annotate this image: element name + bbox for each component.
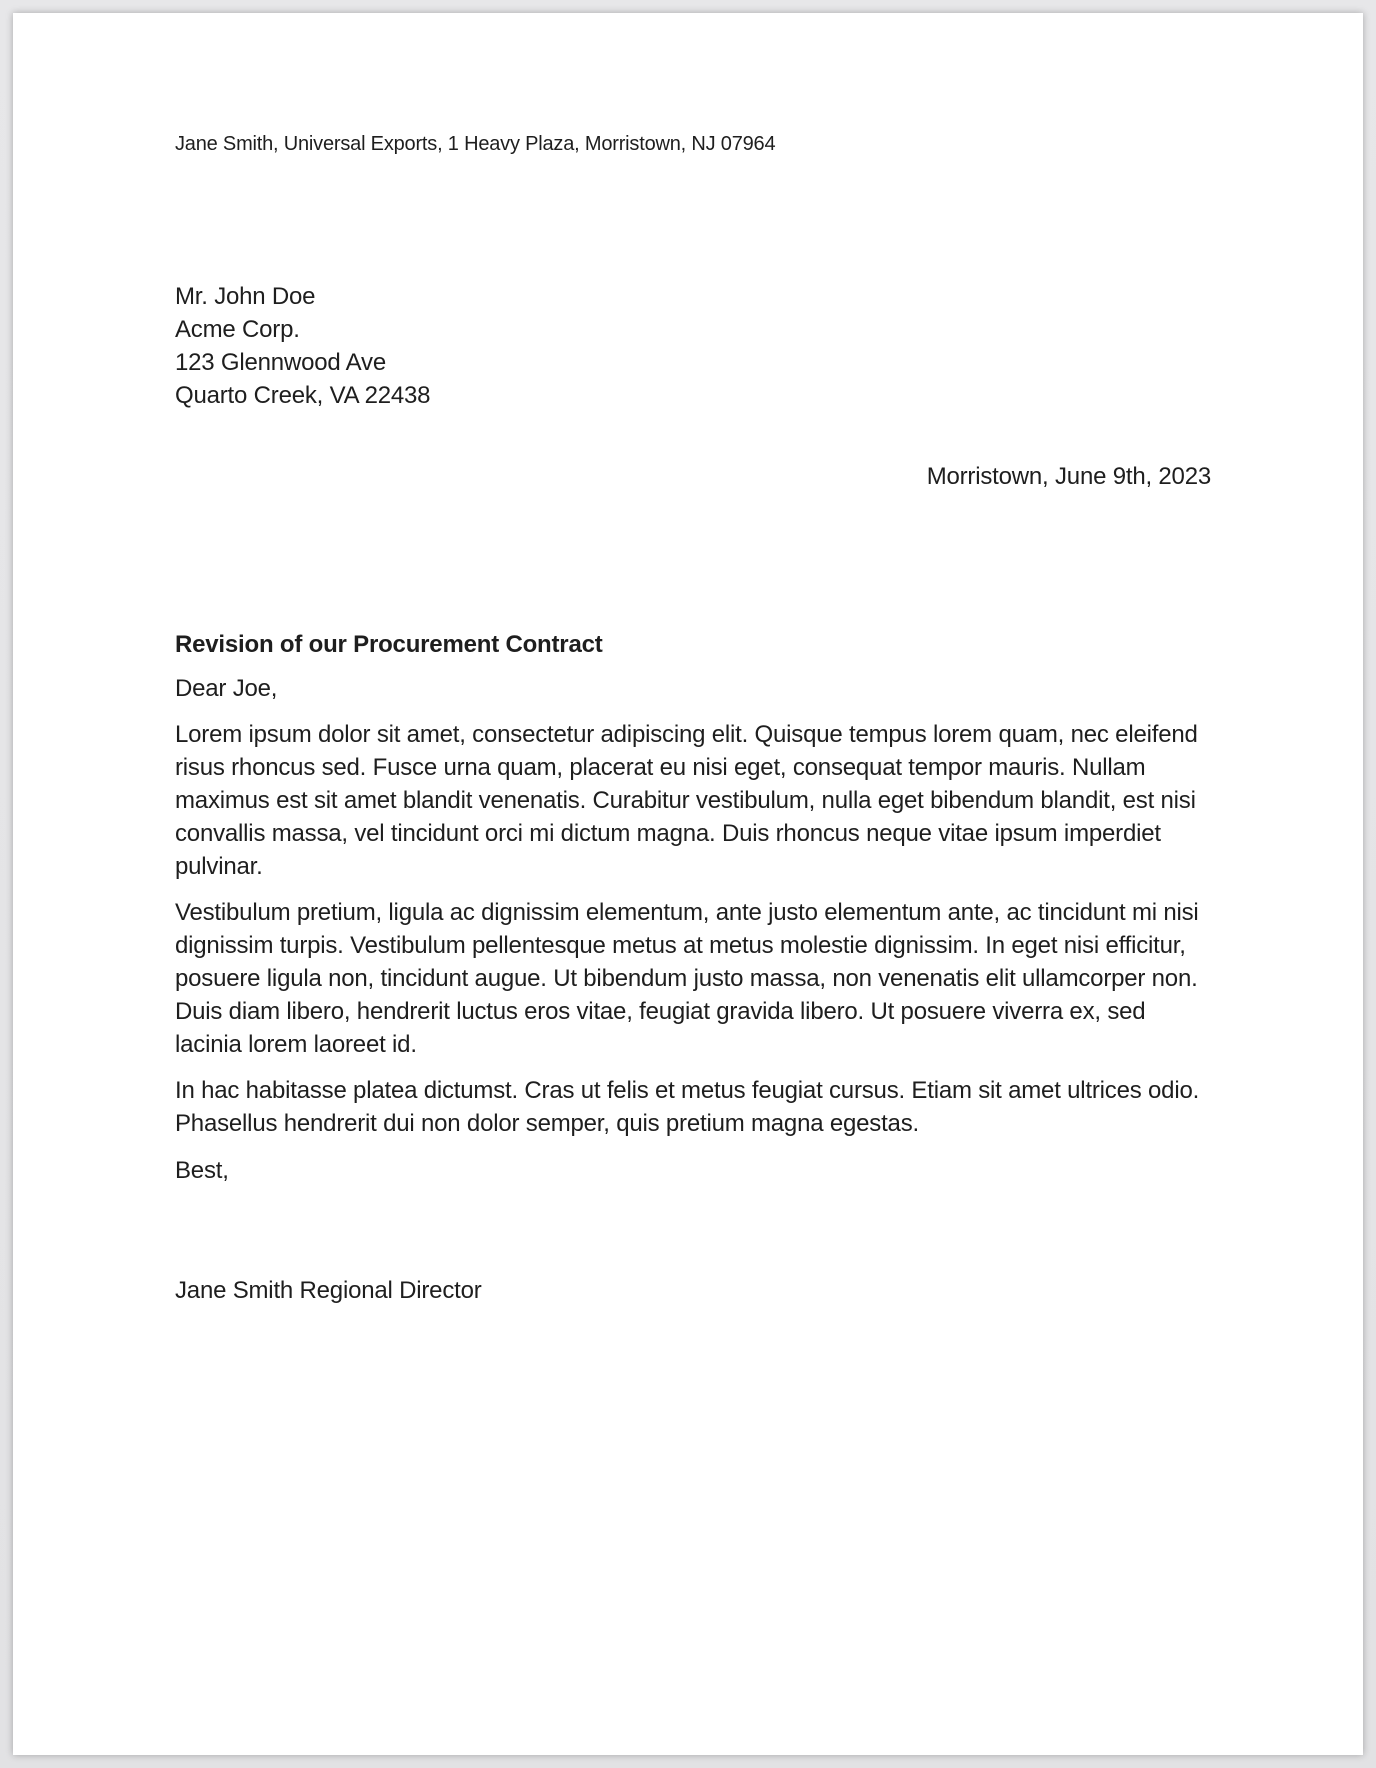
signature-line: Jane Smith Regional Director	[175, 1277, 482, 1304]
recipient-name: Mr. John Doe	[175, 283, 316, 310]
body-paragraph-1: Lorem ipsum dolor sit amet, consectetur adipiscing elit. Quisque tempus lorem quam, nec eleifend risus rhoncus sed. Fusce urna quam, placerat eu nisi eget, consequat tempor mauris. Nullam maximus est sit amet blandit venenatis. Curabitur vestibulum, nulla eget bibendum blandit, est nisi convallis massa, vel tincidunt orci mi dictum magna. Duis rhoncus neque vitae ipsum imperdiet pulvinar.	[175, 721, 1198, 880]
sender-address-line: Jane Smith, Universal Exports, 1 Heavy Plaza, Morristown, NJ 07964	[175, 133, 776, 155]
closing-line: Best,	[175, 1157, 229, 1184]
subject-line: Revision of our Procurement Contract	[175, 631, 603, 658]
recipient-address-block	[175, 280, 1211, 412]
salutation: Dear Joe,	[175, 675, 278, 702]
recipient-city-state-zip: Quarto Creek, VA 22438	[175, 382, 431, 409]
recipient-company: Acme Corp.	[175, 316, 300, 343]
letter-page	[13, 13, 1363, 1755]
date-line: Morristown, June 9th, 2023	[926, 463, 1211, 490]
recipient-street: 123 Glennwood Ave	[175, 349, 386, 376]
body-paragraph-3: In hac habitasse platea dictumst. Cras ut felis et metus feugiat cursus. Etiam sit amet ultrices odio. Phasellus hendrerit dui non dolor semper, quis pretium magna egestas.	[175, 1077, 1200, 1137]
body-paragraph-2: Vestibulum pretium, ligula ac dignissim elementum, ante justo elementum ante, ac tincidunt mi nisi dignissim turpis. Vestibulum pellentesque metus at metus molestie dignissim. In eget nisi efficitur, posuere ligula non, tincidunt augue. Ut bibendum justo massa, non venenatis elit ullamcorper non. Duis diam libero, hendrerit luctus eros vitae, feugiat gravida libero. Ut posuere viverra ex, sed lacinia lorem laoreet id.	[175, 899, 1199, 1058]
